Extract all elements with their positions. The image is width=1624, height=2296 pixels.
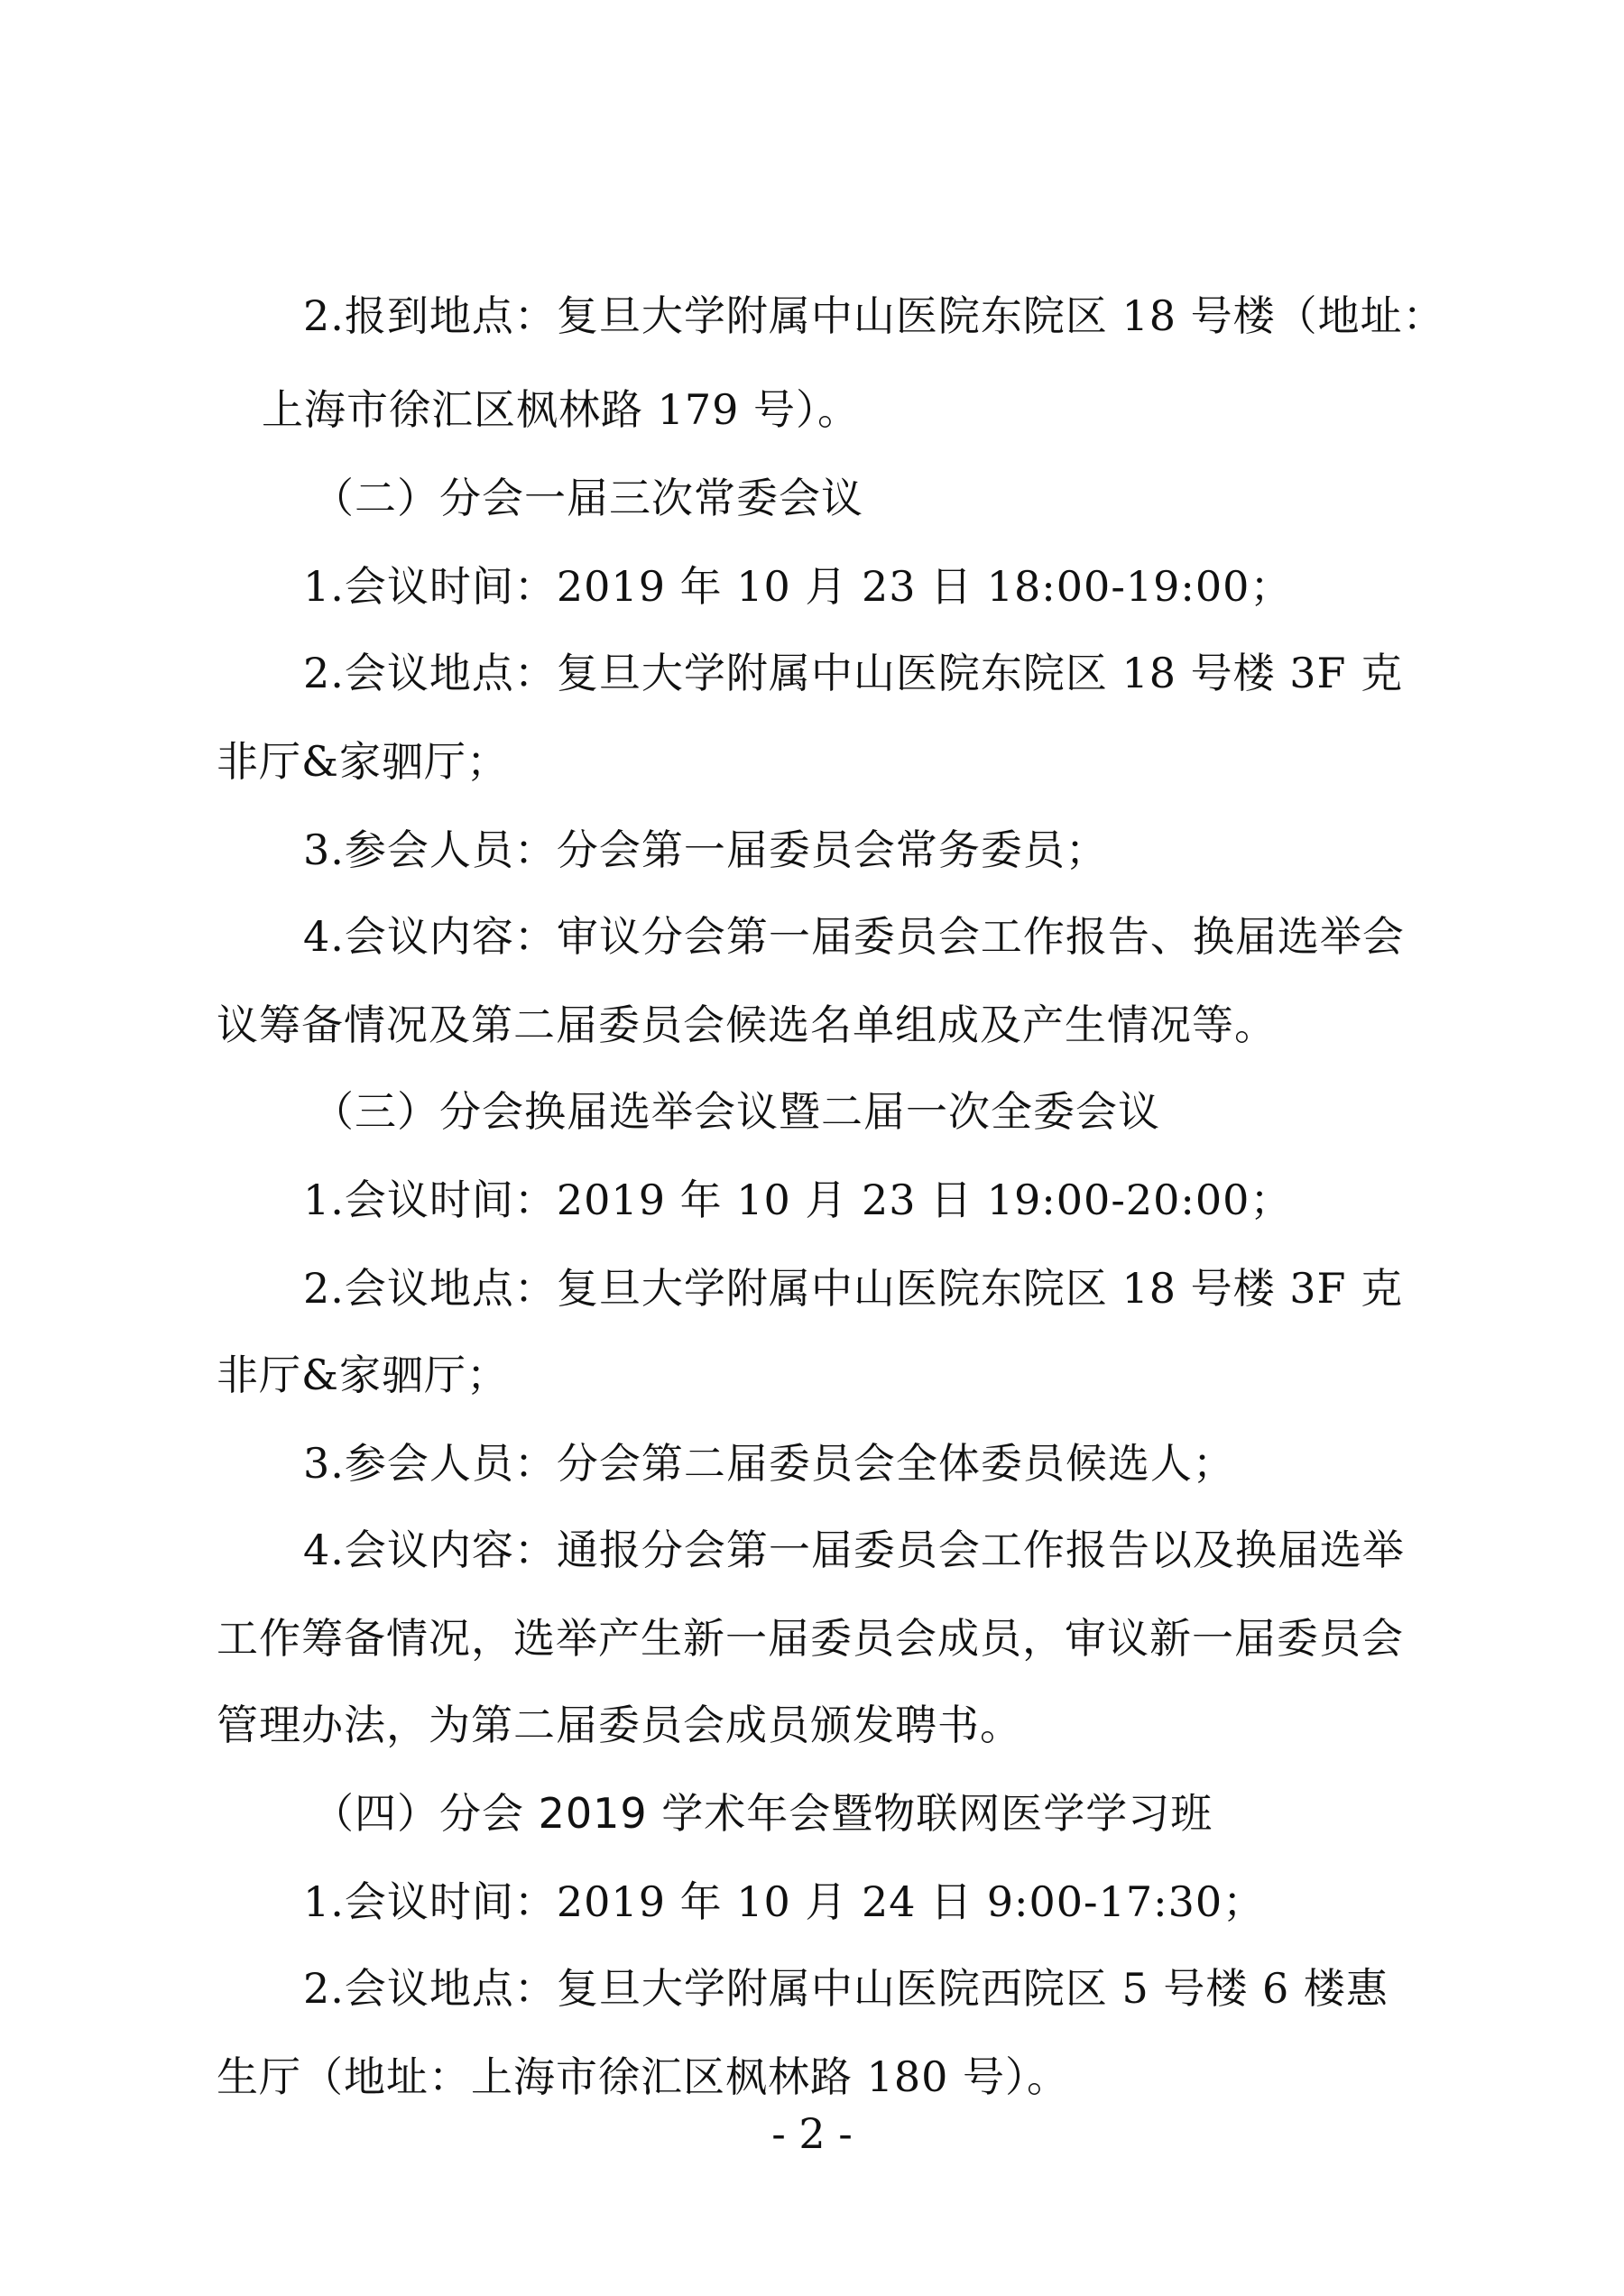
item-1-meeting-time: 1.会议时间：2019 年 10 月 23 日 19:00-20:00； — [303, 1176, 1293, 1224]
item-2-registration-location-cont: 上海市徐汇区枫林路 179 号）。 — [262, 385, 861, 434]
page-number: - 2 - — [771, 2109, 853, 2158]
item-3-attendees: 3.参会人员：分会第一届委员会常务委员； — [303, 825, 1108, 874]
item-4-meeting-content: 4.会议内容：审议分会第一届委员会工作报告、换届选举会 — [303, 912, 1405, 961]
item-2-meeting-location-cont: 生厅（地址：上海市徐汇区枫林路 180 号）。 — [217, 2052, 1070, 2101]
item-1-meeting-time: 1.会议时间：2019 年 10 月 24 日 9:00-17:30； — [303, 1877, 1266, 1926]
item-2-meeting-location: 2.会议地点：复旦大学附属中山医院西院区 5 号楼 6 楼惠 — [303, 1964, 1389, 2013]
item-4-meeting-content: 4.会议内容：通报分会第一届委员会工作报告以及换届选举 — [303, 1526, 1405, 1574]
item-4-meeting-content-cont: 议筹备情况及第二届委员会候选名单组成及产生情况等。 — [217, 1000, 1277, 1049]
item-4-meeting-content-cont-1: 工作筹备情况，选举产生新一届委员会成员，审议新一届委员会 — [217, 1614, 1404, 1663]
item-3-attendees: 3.参会人员：分会第二届委员会全体委员候选人； — [303, 1439, 1235, 1488]
section-heading-2: （二）分会一届三次常委会议 — [312, 474, 863, 522]
section-heading-3: （三）分会换届选举会议暨二届一次全委会议 — [312, 1087, 1160, 1136]
item-2-meeting-location-cont: 非厅&家驷厅； — [217, 1351, 509, 1399]
item-1-meeting-time: 1.会议时间：2019 年 10 月 23 日 18:00-19:00； — [303, 562, 1293, 611]
item-2-registration-location: 2.报到地点：复旦大学附属中山医院东院区 18 号楼（地址： — [303, 291, 1445, 340]
item-2-meeting-location: 2.会议地点：复旦大学附属中山医院东院区 18 号楼 3F 克 — [303, 1264, 1404, 1313]
item-4-meeting-content-cont-2: 管理办法，为第二届委员会成员颁发聘书。 — [217, 1701, 1022, 1749]
item-2-meeting-location: 2.会议地点：复旦大学附属中山医院东院区 18 号楼 3F 克 — [303, 649, 1404, 697]
section-heading-4: （四）分会 2019 学术年会暨物联网医学学习班 — [312, 1789, 1213, 1838]
item-2-meeting-location-cont: 非厅&家驷厅； — [217, 737, 509, 786]
